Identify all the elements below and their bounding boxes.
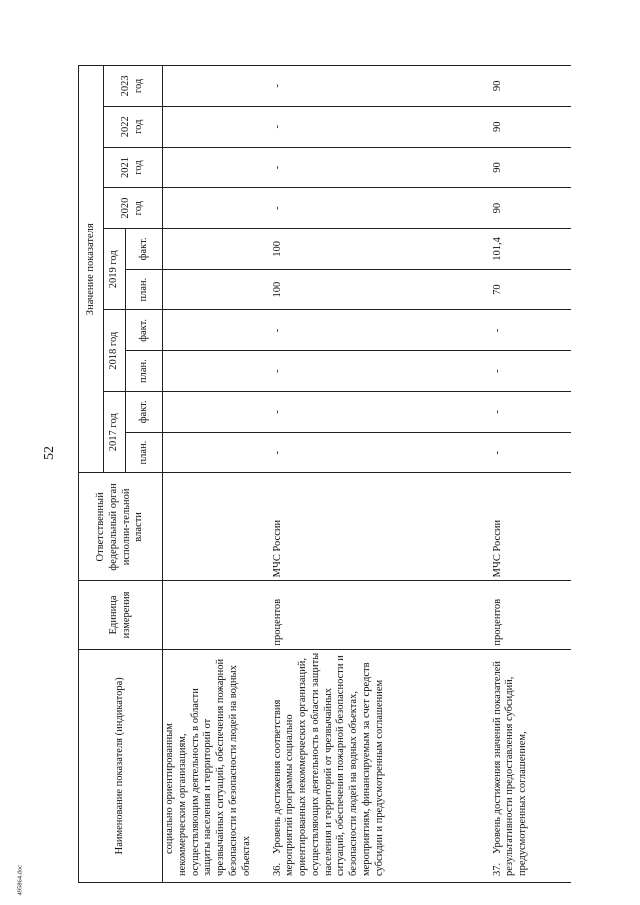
value-cell: -	[491, 310, 571, 351]
header-year-2022: 2022 год	[104, 106, 163, 147]
header-year-2021: 2021 год	[104, 147, 163, 188]
responsible-cell	[163, 473, 271, 581]
responsible-cell: МЧС России	[491, 473, 571, 581]
row-name: Уровень достижения значений показателей результативности предоставления субсидий, предусмотренных соглашением,	[491, 661, 529, 876]
value-cell: 90	[491, 188, 571, 229]
header-plan-2019: план.	[126, 269, 163, 310]
value-cell	[163, 310, 271, 351]
value-cell	[163, 432, 271, 473]
value-cell: -	[491, 432, 571, 473]
value-cell: -	[271, 188, 491, 229]
unit-cell	[163, 581, 271, 649]
responsible-cell: МЧС России	[271, 473, 491, 581]
table-row	[163, 66, 271, 883]
header-fact-2018: факт.	[126, 310, 163, 351]
indicator-name-cell	[271, 649, 491, 882]
value-cell: -	[271, 351, 491, 392]
header-plan-2017: план.	[126, 432, 163, 473]
indicator-table	[78, 65, 571, 883]
value-cell: 100	[271, 269, 491, 310]
value-cell: 70	[491, 269, 571, 310]
header-year-2023: 2023 год	[104, 66, 163, 107]
value-cell: -	[271, 66, 491, 107]
value-cell	[163, 188, 271, 229]
unit-cell: процентов	[271, 581, 491, 649]
value-cell: -	[271, 391, 491, 432]
value-cell	[163, 391, 271, 432]
value-cell	[163, 269, 271, 310]
table-row	[491, 66, 571, 883]
value-cell: 101,4	[491, 229, 571, 270]
row-number: 36.	[271, 862, 283, 876]
value-cell	[163, 66, 271, 107]
document-code: 495864.doc	[16, 864, 24, 896]
unit-cell: процентов	[491, 581, 571, 649]
value-cell	[163, 147, 271, 188]
value-cell: -	[491, 351, 571, 392]
value-cell: -	[271, 106, 491, 147]
header-unit: Единица измерения	[79, 581, 163, 649]
header-indicator-name: Наименование показателя (индикатора)	[79, 649, 163, 882]
value-cell: -	[271, 432, 491, 473]
value-cell: -	[271, 147, 491, 188]
value-cell: -	[271, 310, 491, 351]
value-cell: 90	[491, 66, 571, 107]
value-cell: 100	[271, 229, 491, 270]
value-cell: -	[491, 391, 571, 432]
header-responsible: Ответственный федеральный орган исполни-тельной власти	[79, 473, 163, 581]
rotated-table-container	[78, 65, 638, 883]
row-name: социально ориентированным некоммерческим организациям, осуществляющим деятельность в области защиты населения и территорий от чрезвычайных ситуаций, обеспечения пожарной безопасности и безопасности людей на водных объектах	[164, 658, 252, 876]
header-year-2017: 2017 год	[104, 391, 126, 472]
table-row	[271, 66, 491, 883]
indicator-name-cell	[491, 649, 571, 882]
header-fact-2017: факт.	[126, 391, 163, 432]
value-cell	[163, 106, 271, 147]
value-cell	[163, 351, 271, 392]
value-cell: 90	[491, 106, 571, 147]
page-number: 52	[42, 446, 57, 460]
value-cell	[163, 229, 271, 270]
row-name: Уровень достижения соответствия мероприятий программы социально ориентированных некоммерческих организаций, осуществляющих деятельность в области защиты населения и территорий от чрезвычайных ситуаций, обеспечения пожарной безопасности и безопасности людей на водных объектах, мероприятиям, финансируемым за счет средств субсидии и предусмотренным соглашением	[271, 652, 385, 876]
header-plan-2018: план.	[126, 351, 163, 392]
indicator-name-cell	[163, 649, 271, 882]
value-cell: 90	[491, 147, 571, 188]
header-year-2020: 2020 год	[104, 188, 163, 229]
header-indicator-value: Значение показателя	[79, 66, 104, 473]
header-fact-2019: факт.	[126, 229, 163, 270]
row-number: 37.	[491, 862, 503, 876]
header-year-2018: 2018 год	[104, 310, 126, 391]
header-year-2019: 2019 год	[104, 229, 126, 310]
